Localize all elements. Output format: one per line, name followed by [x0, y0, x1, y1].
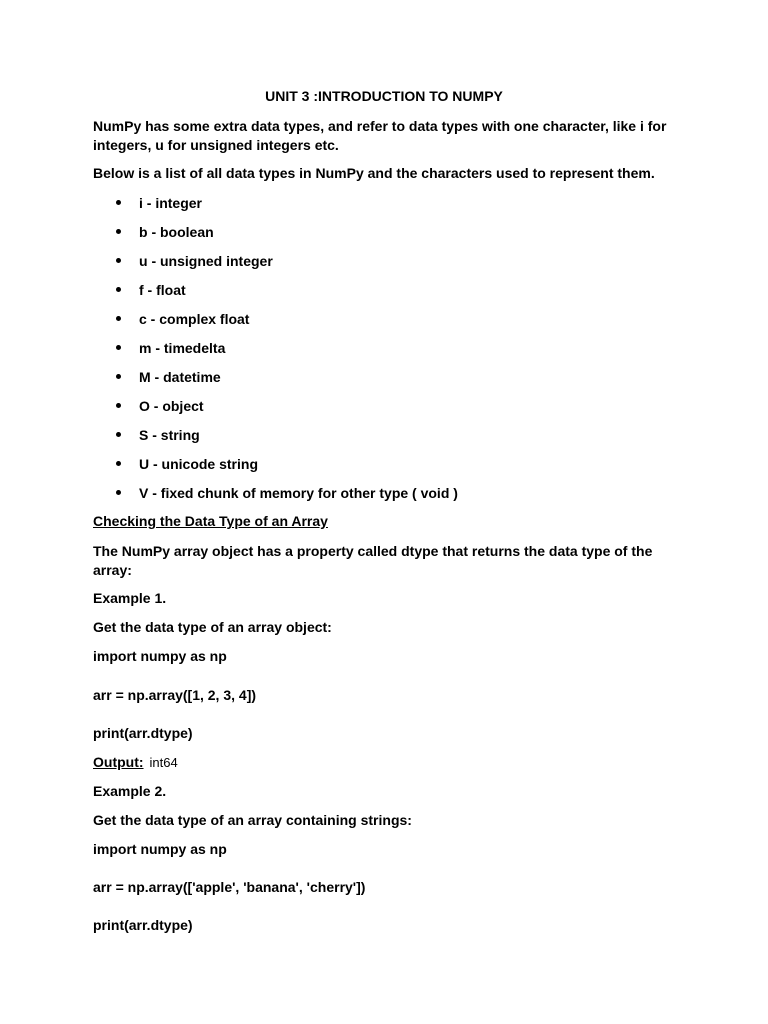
list-item-text: b - boolean — [139, 224, 214, 240]
example-2-code-print: print(arr.dtype) — [93, 917, 193, 933]
list-item — [0, 426, 768, 445]
section-description-line-1: The NumPy array object has a property called dtype that returns the data type of the — [93, 543, 653, 559]
list-item — [0, 281, 768, 300]
output-label: Output: — [93, 754, 144, 770]
example-1-description: Get the data type of an array object: — [93, 619, 332, 635]
example-2-description: Get the data type of an array containing strings: — [93, 812, 412, 828]
list-item-text: i - integer — [139, 195, 203, 211]
example-1-code-print: print(arr.dtype) — [93, 725, 193, 741]
example-1-code-import: import numpy as np — [93, 648, 227, 664]
list-item — [0, 223, 768, 242]
intro-paragraph-line-1: NumPy has some extra data types, and refer to data types with one character, like i for — [93, 118, 667, 134]
bullet-icon — [116, 200, 121, 205]
example-2-code-import: import numpy as np — [93, 841, 227, 857]
list-item — [0, 252, 768, 271]
list-item — [0, 339, 768, 358]
example-2-code-array: arr = np.array(['apple', 'banana', 'cherry']) — [93, 879, 366, 895]
list-item-text: V - fixed chunk of memory for other type ( void ) — [139, 485, 458, 501]
bullet-icon — [116, 345, 121, 350]
example-1-code-array: arr = np.array([1, 2, 3, 4]) — [93, 687, 257, 703]
list-item-text: c - complex float — [139, 311, 250, 327]
list-item-text: M - datetime — [139, 369, 221, 385]
page-title: UNIT 3 :INTRODUCTION TO NUMPY — [265, 88, 503, 104]
list-item-text: f - float — [139, 282, 186, 298]
bullet-icon — [116, 258, 121, 263]
example-1-output — [93, 753, 178, 772]
section-heading: Checking the Data Type of an Array — [93, 513, 328, 529]
list-item-text: O - object — [139, 398, 204, 414]
intro-paragraph-line-2: integers, u for unsigned integers etc. — [93, 137, 339, 153]
list-item-text: S - string — [139, 427, 200, 443]
list-item-text: u - unsigned integer — [139, 253, 273, 269]
list-item — [0, 194, 768, 213]
list-intro-paragraph: Below is a list of all data types in NumPy and the characters used to represent them. — [93, 165, 655, 181]
example-1-label: Example 1. — [93, 590, 167, 606]
bullet-icon — [116, 229, 121, 234]
output-value: int64 — [149, 755, 178, 770]
list-item — [0, 368, 768, 387]
list-item — [0, 455, 768, 474]
list-item-text: m - timedelta — [139, 340, 226, 356]
bullet-icon — [116, 403, 121, 408]
bullet-icon — [116, 316, 121, 321]
list-item — [0, 310, 768, 329]
example-2-label: Example 2. — [93, 783, 167, 799]
section-description-line-2: array: — [93, 562, 132, 578]
bullet-icon — [116, 461, 121, 466]
bullet-icon — [116, 287, 121, 292]
list-item-text: U - unicode string — [139, 456, 258, 472]
list-item — [0, 484, 768, 503]
list-item — [0, 397, 768, 416]
bullet-icon — [116, 374, 121, 379]
bullet-icon — [116, 432, 121, 437]
bullet-icon — [116, 490, 121, 495]
